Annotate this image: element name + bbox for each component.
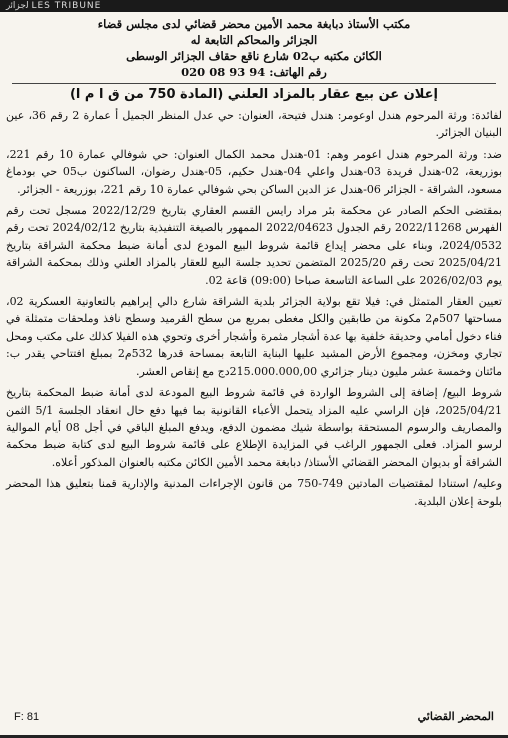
paragraph-defendants: ضد: ورثة المرحوم هندل اعومر وهم: 01-هندل محمد الكمال العنوان: حي شوفالي عمارة 10 رقم 221، بوزريعة، 02-هندل فريدة 03-هندل واعلي 04-هندل حكيم، 05-هندل رضوان، الساكنون ب05 حي بودماغ مسعود، الشراقة - الجزائر 06-هندل عز الدين الساكن بحي شوفالي عمارة 10 رقم 221، بوزريعة - الجزائر. bbox=[6, 147, 503, 196]
header-line-4: رقم الهاتف: 94 93 08 020 bbox=[181, 65, 327, 79]
notice-footer bbox=[6, 708, 502, 726]
masthead-text: ﻟﺟﺰاﺋر LES TRIBUNE bbox=[6, 1, 102, 11]
paragraph-property: تعيين العقار المتمثل في: فيلا تقع بولاية الجزائر بلدية الشراقة شارع دالي إبراهيم بالتعاونية العسكرية 02، مساحتها 507م2 مكونة من طابقين والكل مغطى بمربع من سطح القرميد وسطح نافذ وملحقات متمثلة في فناء دخول أمامي وحديقة خلفية بها عدة أشجار مثمرة وأشجار أخرى وتحوي هذه الفيلا كذلك على مكتب ومحل تجاري ومخزن، ومجموع الأرض المشيد عليها البناية التابعة بمساحة قدرها 532م2 بمبلغ افتتاحي يقدر ب: مائتان وخمسة عشر مليون دينار جزائري 215.000.000,00دج مع إنقاص العشر. bbox=[6, 295, 502, 378]
paragraph-judgment: بمقتضى الحكم الصادر عن محكمة بئر مراد رايس القسم العقاري بتاريخ 2022/12/29 مسجل تحت رقم الفهرس 2022/11268 رقم الجدول 2022/04623 الممهور بالصيغة التنفيذية بتاريخ 2024/02/12 تحت رقم 2024/0532، وبناء على محضر إيداع قائمة شروط البيع المودع لدى أمانة ضبط محكمة الشراقة بتاريخ 2025/04/21 تحت رقم 2025/20 المتضمن تحديد جلسة البيع للعقار بالمزاد العلني وذلك بمحكمة الشراقة يوم 2026/02/03 على الساعة التاسعة صباحا (09:00) قاعة 02. bbox=[6, 204, 503, 287]
masthead-strip bbox=[0, 0, 508, 12]
legal-notice bbox=[6, 16, 502, 730]
header-line-3: الكائن مكتبه ب02 شارع ناقع حقاف الجزائر الوسطى bbox=[126, 49, 382, 63]
header-divider bbox=[12, 83, 496, 84]
header-line-2: الجزائر والمحاكم التابعة له bbox=[190, 33, 318, 47]
signature-label: المحضر القضائي bbox=[417, 710, 494, 723]
paragraph-closing: وعليه/ استنادا لمقتضيات المادتين 749-750 من قانون الإجراءات المدنية والإدارية قمنا بتعليق هذا المحضر بلوحة إعلان البلدية. bbox=[6, 477, 502, 508]
paragraph-beneficiary: لفائدة: ورثة المرحوم هندل اوعومر: هندل فتيحة، العنوان: حي عدل المنظر الجميل أ عمارة 2 رقم 36، عين البنيان الجزائر. bbox=[6, 109, 502, 140]
reference-code: F: 81 bbox=[14, 711, 40, 723]
notice-title: إعلان عن بيع عقار بالمزاد العلني (المادة 750 من ق ا م ا) bbox=[69, 87, 438, 102]
header-line-1: مكتب الأستاذ دبابغة محمد الأمين محضر قضائي لدى مجلس قضاء bbox=[97, 17, 411, 31]
bailiff-header bbox=[6, 16, 502, 80]
paragraph-sale-conditions: شروط البيع/ إضافة إلى الشروط الواردة في قائمة شروط البيع المودعة لدى أمانة ضبط المحكمة بتاريخ 2025/04/21، فإن الراسي عليه المزاد يتحمل الأعباء القانونية بما فيها دفع حال انعقاد الجلسة 5/1 الثمن والمصاريف والرسوم المستحقة بواسطة شيك مضمون الدفع، ويدفع المبلغ الباقي في أجل 08 أيام الموالية لرسو المزاد. فعلى الجمهور الراغب في المزايدة الإطلاع على قائمة شروط البيع لدى كتابة ضبط محكمة الشراقة أو بديوان المحضر القضائي الأستاذ/ دبابغة محمد الأمين الكائن مكتبه بالعنوان المذكور أعلاه. bbox=[6, 386, 502, 469]
